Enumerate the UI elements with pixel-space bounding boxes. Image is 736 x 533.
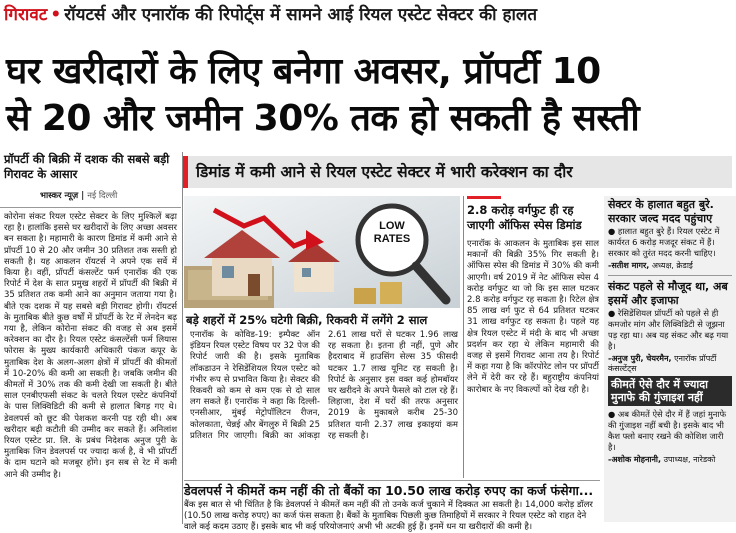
column-divider xyxy=(463,196,464,478)
photo-caption: बड़े शहरों में 25% घटेगी बिक्री, रिकवरी में लगेंगे 2 साल xyxy=(186,313,428,327)
left-deck: प्रॉपर्टी की बिक्री में दशक की सबसे बड़ी गिरावट के आसार xyxy=(4,152,170,181)
byline-city: नई दिल्ली xyxy=(87,191,118,201)
kicker-bullet: • xyxy=(50,5,62,25)
section-kicker: गिरावट xyxy=(4,5,48,25)
sidebar-separator xyxy=(608,275,732,276)
right-story-headline: 2.8 करोड़ वर्गफुट ही रह जाएगी ऑफिस स्पेस डिमांड xyxy=(467,203,582,232)
sidebar-signature-2 xyxy=(608,354,732,374)
column-divider xyxy=(182,152,183,524)
houses-illustration xyxy=(184,196,460,308)
sidebar-text-2: ● रेसिडेंशियल प्रॉपर्टी को पहले से ही कमजोर मांग और लिक्विडिटी से जूझना पड़ रहा था। अब यह संकट और बढ़ गया है। xyxy=(608,308,729,351)
right-story-body: एनारॉक के आकलन के मुताबिक इस साल मकानों की बिक्री 35% गिर सकती है। ऑफिस स्पेस की डिमांड में 30% की कमी आएगी। वर्ष 2019 में नेट ऑफिस स्पेस 4 करोड़ वर्गफुट था जो कि इस साल घटकर 2.8 करोड़ वर्गफुट रह सकता है। रिटेल क्षेत्र 85 लाख वर्ग फुट से 64 प्रतिशत घटकर 31 लाख वर्गफुट रह सकता है। पहले यह क्षेत्र रियल एस्टेट में मंदी के बाद भी अच्छा प्रदर्शन कर रहा थे लेकिन महामारी की वजह से इसमें गिरावट आना तय है। रिपोर्ट में कहा गया है कि कॉरपोरेट लोन पर प्रॉपर्टी लेने में देरी कर रहे हैं। बहुराष्ट्रीय कंपनियां कारोबार के नए विकल्पों को देख रही है। xyxy=(467,239,599,395)
right-story xyxy=(467,196,599,478)
left-body: कोरोना संकट रियल एस्टेट सेक्टर के लिए मुश्किलें बढ़ा रहा है। हालांकि इससे घर खरीदारों के लिए अच्छा अवसर बन सकता है। महामारी के कारण डिमांड में कमी आने से प्रॉपर्टी 10 से 20 और जमीन 30 प्रतिशत तक सस्ती हो सकती है। यह आकलन रॉयटर्स ने अपने एक सर्वे में किया है। वहीं, प्रॉपर्टी कंसल्टेंट फर्म एनारॉक की एक रिपोर्ट में देश के सात प्रमुख शहरों में प्रॉपर्टी की बिक्री में 35 प्रतिशत तक कमी आने का अनुमान जताया गया है। बीते एक दशक में यह सबसे बड़ी गिरावट होगी। रॉयटर्स के मुताबिक बीते कुछ वर्षों में प्रॉपर्टी के रेट में लेनदेन बढ़ गया है, लेकिन कोरोना संकट की वजह से अब इसमें करेक्शन का दौर है। रियल एस्टेट कंसल्टेंसी फर्म लियास फोरास के मुख्य कार्यकारी अधिकारी पंकज कपूर के मुताबिक देश के अलग-अलग क्षेत्रों में प्रॉपर्टी की कीमतों में 10-20% की कमी आ सकती है। जबकि जमीन की कीमतों में 30% तक की कमी देखी जा सकती है। बीते साल एनबीएफसी संकट के चलते रियल एस्टेट कंपनियों के पास लिक्विडिटी की कमी से हालात बिगड़ गए थे। डेवलपर्स को छूट की पेशकश करनी पड़ रही थी। अब खरीदार बढ़ी कटौती की उम्मीद कर सकते हैं। अनिलांश रियल एस्टेट प्रा. लि. के प्रबंध निदेशक अनुज पुरी के मुताबिक जिन डेवलपर्स पर ज्यादा कर्ज है, वे भी प्रॉपर्टी के दाम घटाने को मजबूर होंगे। इन सब से रेट में कमी आने की उम्मीद है। xyxy=(0,207,181,481)
byline: भास्कर न्यूज़ | नई दिल्ली xyxy=(40,191,118,201)
headline-line-2: से 20 और जमीन 30% तक हो सकती है सस्ती xyxy=(6,98,640,139)
bottom-body: बैंक इस बात से भी चिंतित है कि डेवलपर्स ने कीमतें कम नहीं कीं तो उनके कर्ज चुकाने में दिक्कत आ सकती है। 14,000 करोड़ डॉलर (10.50 लाख करोड़ रुपए) का कर्ज फंस सकता है। बैंकों के मुताबिक पिछली कुछ तिमाहियों में सरकार ने रियल एस्टेट को राहत देने वाले कई कदम उठाए हैं। इसके बाद भी कई परियोजनाएं अभी भी अटकी हुई हैं। इनमें धन या खरीदारों की कमी है। xyxy=(184,500,593,532)
sidebar-head-1: सेक्टर के हालात बहुत बुरे. सरकार जल्द मदद पहुंचाए xyxy=(608,198,714,225)
section-banner: डिमांड में कमी आने से रियल एस्टेट सेक्टर में भारी करेक्शन का दौर xyxy=(183,156,732,188)
sig-role: अध्यक्ष, क्रेडाई xyxy=(651,261,693,270)
sig-name: -अशोक मोहनानी, xyxy=(608,455,662,464)
main-headline xyxy=(6,48,730,142)
middle-story xyxy=(186,330,462,478)
sidebar-signature-1 xyxy=(608,261,732,271)
houses-photo xyxy=(184,196,460,308)
quotes-sidebar xyxy=(604,196,736,522)
sig-name: -अनुज पुरी, चेयरमैन, xyxy=(608,354,672,363)
accent-bar xyxy=(467,196,501,199)
headline-line-1: घर खरीदारों के लिए बनेगा अवसर, प्रॉपर्टी 10 xyxy=(6,51,601,92)
sidebar-text-1: ● हालात बहुत बुरे हैं। रियल एस्टेट में कार्यरत 6 करोड़ मजदूर संकट में हैं। सरकार को तुरंत मदद करनी चाहिए। xyxy=(608,226,720,258)
middle-body: एनारॉक के कोविड-19: इम्पैक्ट ऑन इंडियन रियल एस्टेट विषय पर 32 पेज की रिपोर्ट जारी की है। इसके मुताबिक लॉकडाउन ने रेसिडेंशियल रियल एस्टेट को गंभीर रूप से प्रभावित किया है। सेक्टर की रिकवरी को कम से कम एक से दो साल लग सकते हैं। एनारॉक ने कहा कि दिल्ली-एनसीआर, मुंबई मेट्रोपॉलिटन रीजन, कोलकाता, चेन्नई और बेंगलुरु में बिक्री 25 प्रतिशत गिर जाएगी। बिक्री का आंकड़ा 2.61 लाख घरों से घटकर 1.96 लाख रह सकता है। इतना ही नहीं, पुणे और हैदराबाद में हाउसिंग सेल्स 35 फीसदी घटकर 1.7 लाख यूनिट रह सकती है। रिपोर्ट के अनुसार इस वक्त कई होमबॉयर घर खरीदने के अपने फैसले को टाल रहे हैं। लिहाजा, देश में घरों की तरफ अनुसार 2019 के मुकाबले करीब 25-30 प्रतिशत यानी 2.37 लाख इकाइयां कम रह सकती है। xyxy=(190,330,458,441)
sidebar-head-3: कीमतें ऐसे दौर में ज्यादा मुनाफे की गुंजाइश नहीं xyxy=(608,376,732,406)
sidebar-head-2: संकट पहले से मौजूद था, अब इसमें और इजाफा xyxy=(608,280,728,307)
left-column xyxy=(0,152,181,526)
sig-name: -सतीश मागर, xyxy=(608,261,650,270)
top-kicker-line xyxy=(4,2,732,28)
sig-role: उपाध्यक्ष, नारेडको xyxy=(663,455,716,464)
sig-role: एनारॉक प्रॉपर्टी कंसल्टेंट्स xyxy=(608,354,717,373)
byline-name: भास्कर न्यूज़ xyxy=(40,191,79,201)
bottom-rule xyxy=(184,480,600,481)
low-rates-sign: LOW RATES xyxy=(373,220,411,245)
bottom-headline: डेवलपर्स ने कीमतें कम नहीं की तो बैंकों का 10.50 लाख करोड़ रुपए का कर्ज फंसेगा... xyxy=(184,483,594,498)
sidebar-text-3: ● अब कीमतें ऐसे दौर में हैं जहां मुनाफे की गुंजाइश नहीं बची है। इसके बाद भी कैश फ्लो बनाए रखने की कोशिश जारी है। xyxy=(608,409,726,452)
kicker-subtitle: रॉयटर्स और एनारॉक की रिपोर्ट्स में सामने आई रियल एस्टेट सेक्टर की हालत xyxy=(64,5,538,25)
sidebar-signature-3 xyxy=(608,455,732,465)
